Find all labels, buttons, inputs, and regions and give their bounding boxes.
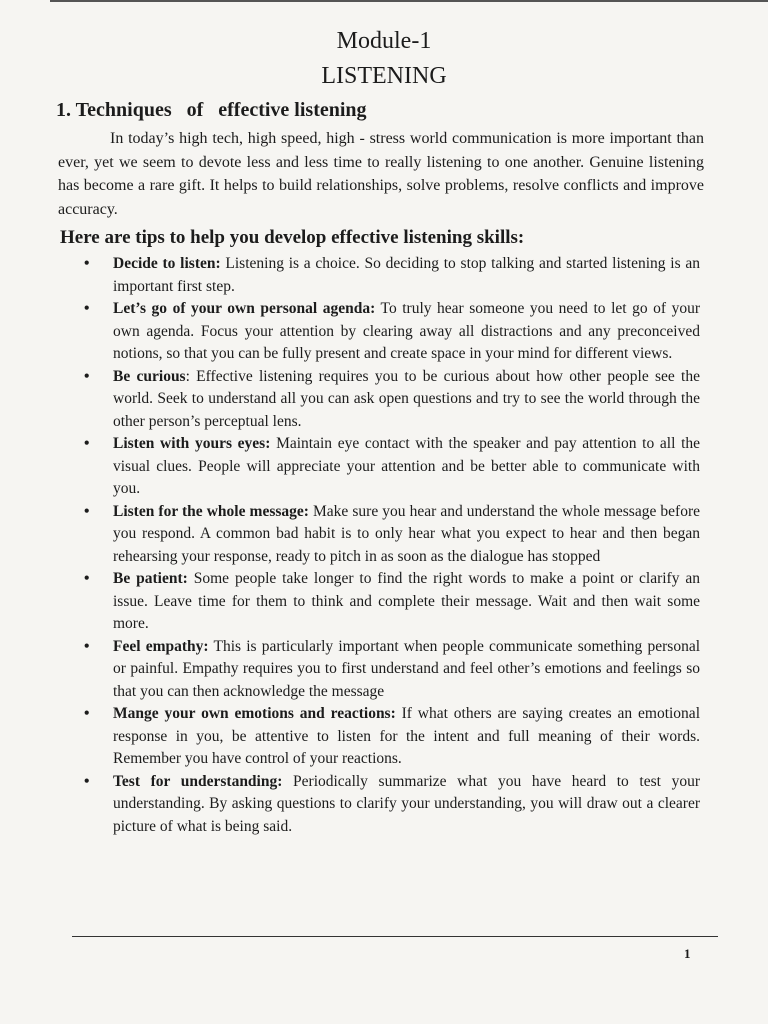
- tip-text: To truly hear someone you need to let go of your own agenda. Focus your attention by clearing away all distractions and any preconceived notions, so that you can be fully present and create space in your mind for different views.: [113, 300, 700, 362]
- tip-term: Listen for the whole message:: [113, 502, 309, 520]
- tip-text: Make sure you hear and understand the whole message before you respond. A common bad habit is to only hear what you expect to hear and then began rehearsing your response, ready to pitch in as soon as the dialogue has stopped: [113, 502, 700, 565]
- page-number: 1: [684, 946, 691, 961]
- bullet-icon: •: [84, 255, 90, 272]
- tip-text: Listening is a choice. So deciding to stop talking and started listening is an important first step.: [113, 255, 701, 295]
- list-item: [84, 636, 700, 704]
- tip-term: Let’s go of your own personal agenda:: [113, 300, 376, 317]
- list-item: [84, 366, 700, 434]
- bullet-icon: •: [84, 570, 90, 587]
- tip-term: Listen with yours eyes:: [113, 435, 271, 452]
- bullet-icon: •: [84, 435, 90, 452]
- tip-text: If what others are saying creates an emotional response in you, be attentive to listen for the intent and full meaning of their words. Remember you have control of your reactions.: [113, 705, 700, 767]
- list-item: [84, 703, 700, 771]
- tip-text: Some people take longer to find the right words to make a point or clarify an issue. Leave time for them to think and complete their message. Wait and then wait some more.: [113, 570, 700, 632]
- tip-text: Maintain eye contact with the speaker and pay attention to all the visual clues. People will appreciate your attention and be better able to communicate with you.: [113, 435, 701, 497]
- tip-term: Decide to listen:: [113, 255, 221, 272]
- tips-heading: Here are tips to help you develop effective listening skills:: [60, 227, 525, 248]
- list-item: [84, 771, 700, 839]
- tip-term: Test for understanding:: [113, 772, 283, 790]
- bullet-icon: •: [84, 637, 90, 655]
- tip-term: Feel empathy:: [113, 637, 209, 655]
- page-title: LISTENING: [321, 63, 447, 89]
- list-item: [84, 253, 700, 298]
- list-item: [84, 501, 700, 569]
- bullet-icon: •: [84, 300, 90, 317]
- tip-text: This is particularly important when people communicate something personal or painful. Empathy requires you to first understand and feel other’s emotions and feelings so that you can then acknowledge the message: [113, 637, 701, 700]
- footer-rule: [72, 936, 718, 937]
- tips-list: [84, 253, 700, 838]
- bullet-icon: •: [84, 772, 90, 790]
- bullet-icon: •: [84, 502, 90, 520]
- intro-paragraph: In today’s high tech, high speed, high - stress world communication is more important than ever, yet we seem to devote less and less time to really listening to one another. Genuine listening has become a rare gift. It helps to build relationships, solve problems, resolve conflicts and improve accuracy.: [58, 130, 704, 218]
- tip-text: Periodically summarize what you have heard to test your understanding. By asking questions to clarify your understanding, you will draw out a clearer picture of what is being said.: [113, 772, 700, 835]
- section-heading: 1. Techniques of effective listening: [56, 99, 367, 121]
- list-item: [84, 568, 700, 636]
- list-item: [84, 433, 700, 501]
- tip-term: Mange your own emotions and reactions:: [113, 705, 396, 722]
- top-rule: [50, 0, 768, 2]
- list-item: [84, 298, 700, 366]
- bullet-icon: •: [84, 367, 90, 385]
- tip-text: : Effective listening requires you to be curious about how other people see the world. Seek to understand all you can ask open questions and try to see the world through the other person’s perceptual lens.: [113, 367, 700, 430]
- bullet-icon: •: [84, 705, 90, 722]
- module-title: Module-1: [336, 28, 432, 54]
- tip-term: Be curious: [113, 367, 186, 385]
- tip-term: Be patient:: [113, 570, 188, 587]
